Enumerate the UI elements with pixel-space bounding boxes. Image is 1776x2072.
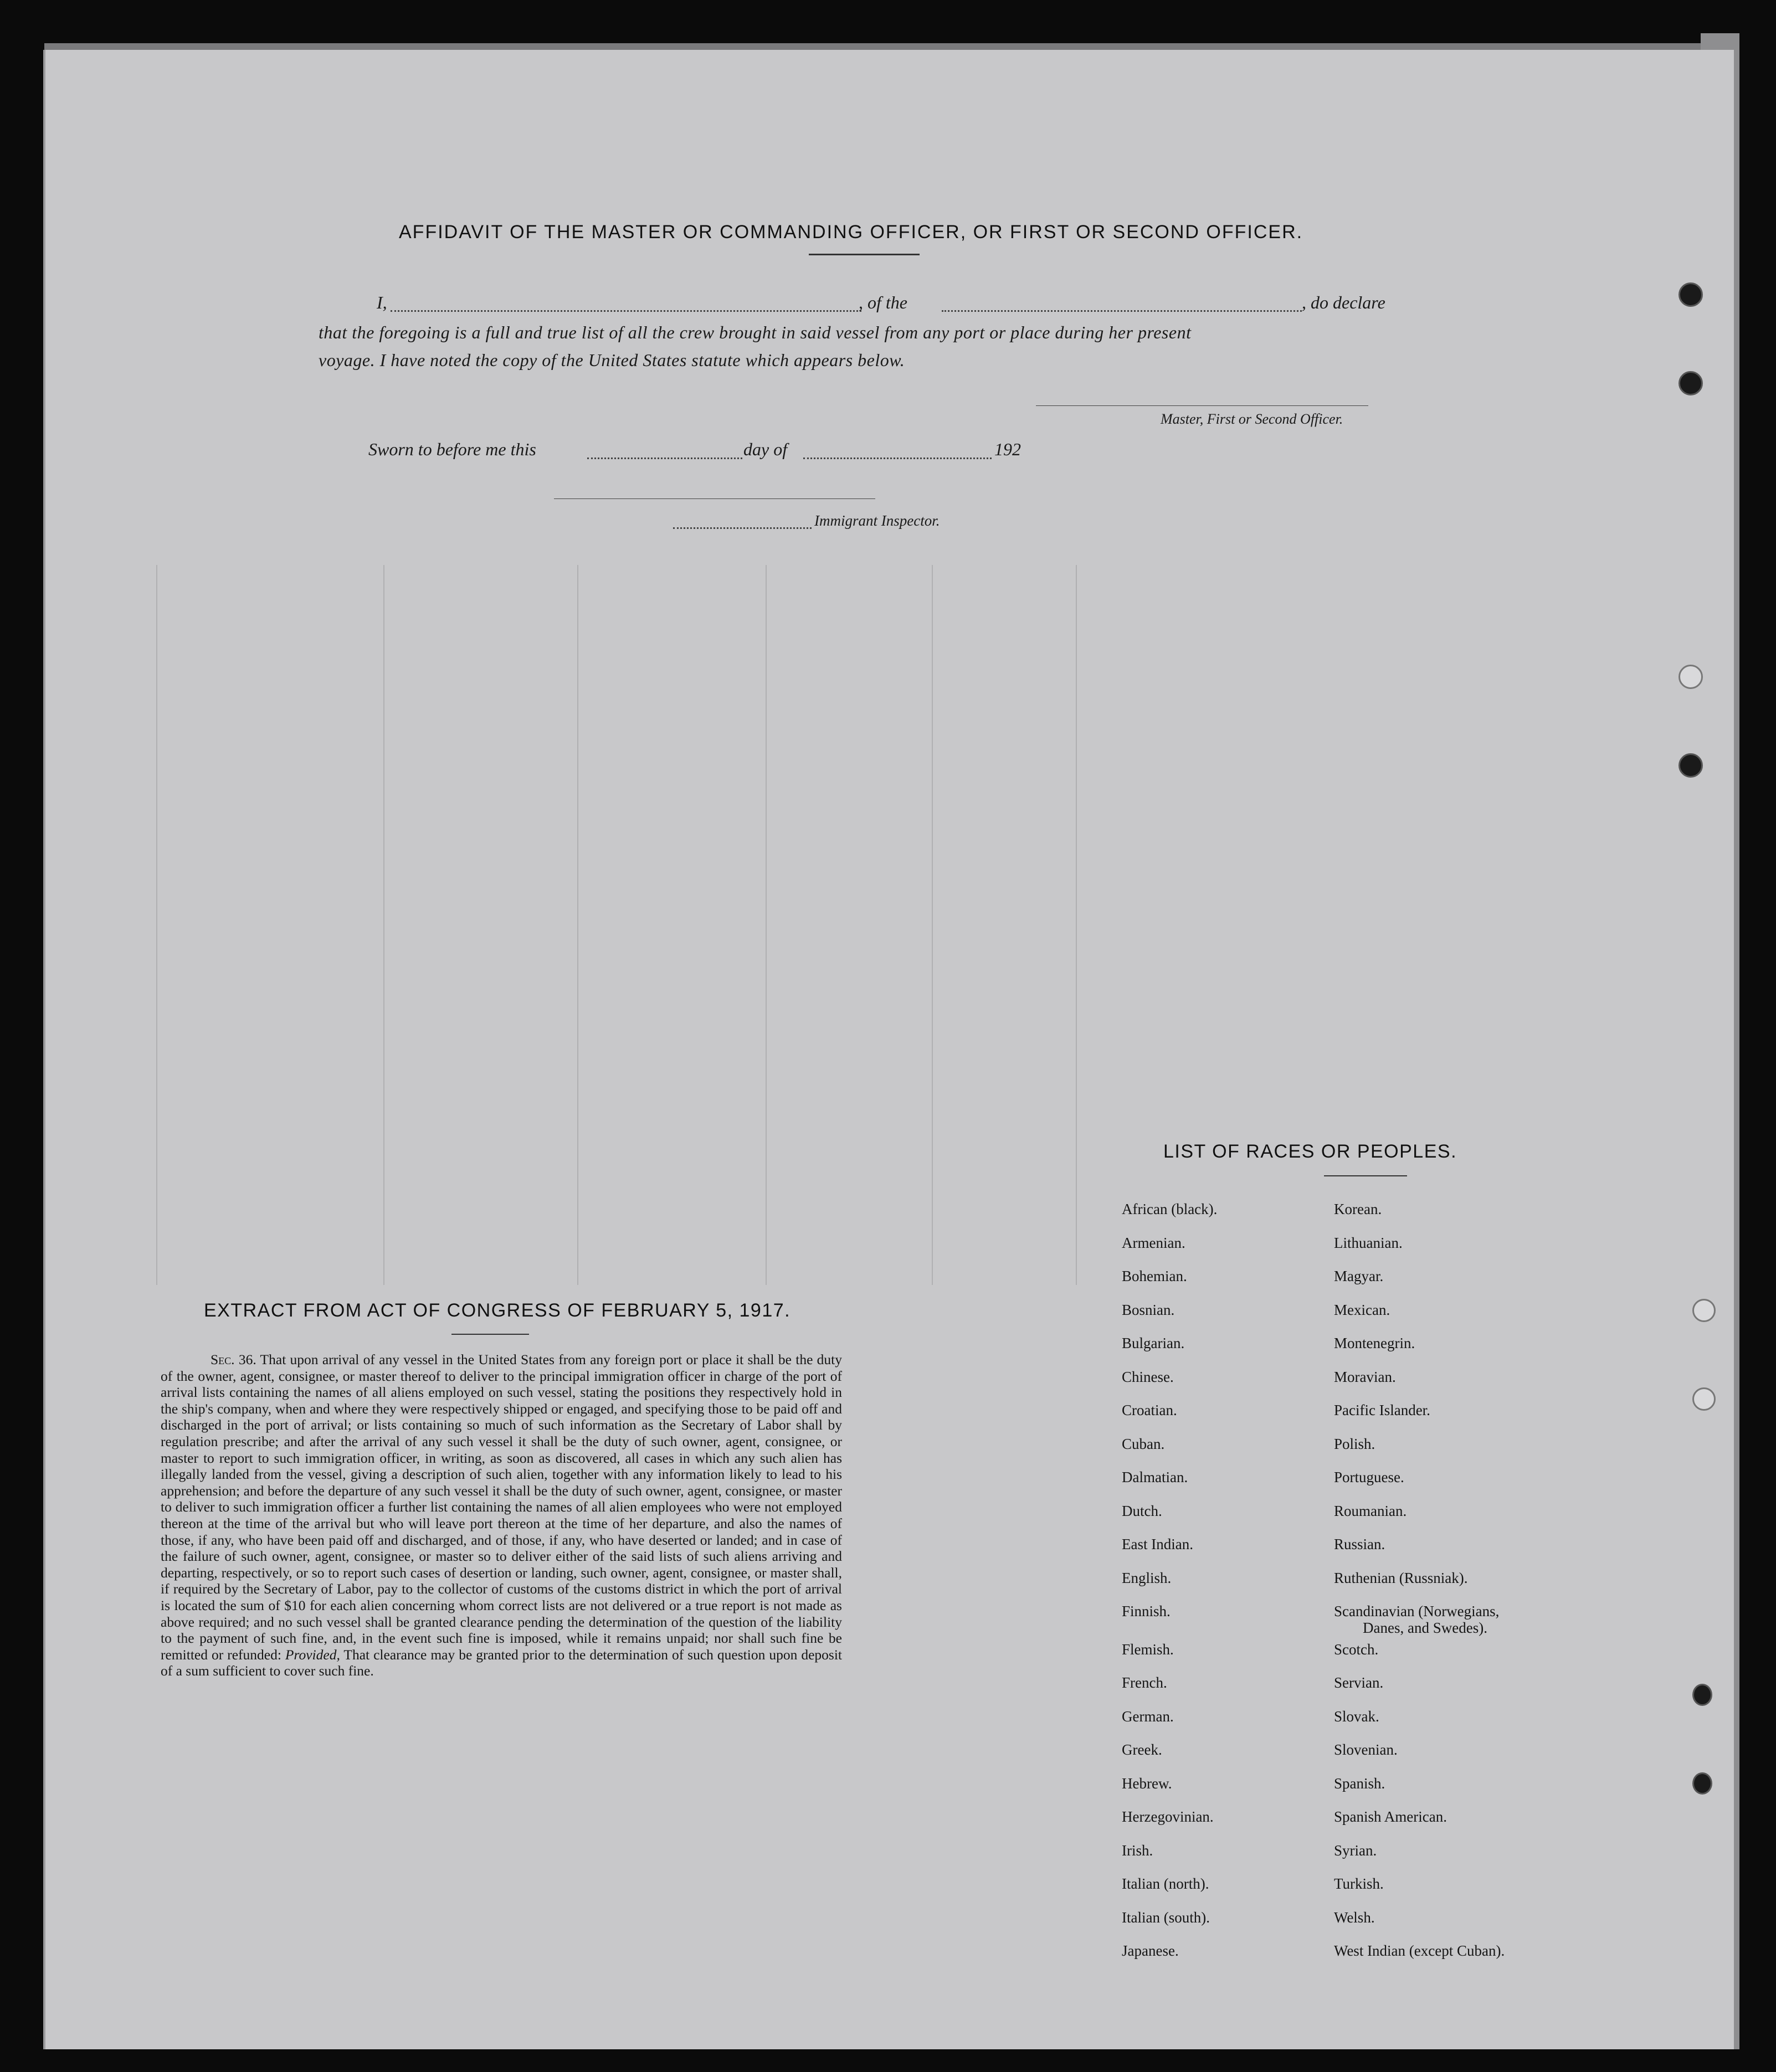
affidavit-line-3: voyage. I have noted the copy of the United States statute which appears below. xyxy=(319,350,905,370)
sworn-day-field[interactable] xyxy=(587,457,742,459)
race-item: African (black). xyxy=(1122,1201,1218,1217)
column-rule xyxy=(932,565,933,1285)
race-item: Finnish. xyxy=(1122,1603,1171,1619)
statute-provided: Provided, xyxy=(285,1646,340,1663)
binder-hole xyxy=(1692,1684,1712,1706)
race-item: Herzegovinian. xyxy=(1122,1808,1214,1825)
race-item: Portuguese. xyxy=(1334,1469,1404,1485)
race-item: Irish. xyxy=(1122,1842,1153,1859)
binder-hole xyxy=(1679,753,1703,778)
race-item: Servian. xyxy=(1334,1674,1384,1691)
affidavit-line-2: that the foregoing is a full and true list of all the crew brought in said vessel from any port or place during her present xyxy=(319,322,1192,342)
binder-hole xyxy=(1679,282,1703,307)
race-item: Korean. xyxy=(1334,1201,1382,1217)
statute-section: Sec. 36. xyxy=(211,1351,256,1367)
race-item: Dalmatian. xyxy=(1122,1469,1188,1485)
race-item: Mexican. xyxy=(1334,1301,1390,1318)
extract-title-rule xyxy=(451,1334,529,1335)
race-item: Bohemian. xyxy=(1122,1268,1187,1284)
binder-hole xyxy=(1679,665,1703,689)
affidavit-title-rule xyxy=(809,254,920,255)
inspector-caption: Immigrant Inspector. xyxy=(814,512,940,529)
race-item: Italian (north). xyxy=(1122,1875,1209,1892)
race-item: Cuban. xyxy=(1122,1435,1165,1452)
race-item: East Indian. xyxy=(1122,1536,1193,1552)
race-item: Polish. xyxy=(1334,1435,1375,1452)
affidavit-i: I, xyxy=(377,292,387,312)
race-item: West Indian (except Cuban). xyxy=(1334,1942,1505,1959)
statute-text xyxy=(161,1351,842,1679)
statute-provided-rest: That clearance may be granted prior to the determination of such question upon deposit of a sum sufficient to cover such fine. xyxy=(161,1646,842,1679)
race-item: Spanish American. xyxy=(1334,1808,1447,1825)
vessel-name-field[interactable] xyxy=(942,310,1302,312)
sworn-day-of: day of xyxy=(743,439,788,459)
race-item: Armenian. xyxy=(1122,1234,1185,1251)
race-item: Russian. xyxy=(1334,1536,1385,1552)
sworn-year: 192 xyxy=(994,439,1021,459)
race-item: Bosnian. xyxy=(1122,1301,1175,1318)
sworn-month-field[interactable] xyxy=(803,457,992,459)
race-item: Welsh. xyxy=(1334,1909,1375,1926)
affidavit-of-the: , of the xyxy=(859,292,907,312)
race-item: Bulgarian. xyxy=(1122,1335,1185,1351)
race-item: French. xyxy=(1122,1674,1167,1691)
column-rule xyxy=(383,565,384,1285)
race-item: Italian (south). xyxy=(1122,1909,1210,1926)
sworn-prefix: Sworn to before me this xyxy=(368,439,536,459)
column-rule xyxy=(1076,565,1077,1285)
race-item: Scandinavian (Norwegians, xyxy=(1334,1603,1500,1619)
race-item: Lithuanian. xyxy=(1334,1234,1403,1251)
race-item: Slovak. xyxy=(1334,1708,1379,1725)
affidavit-title: AFFIDAVIT OF THE MASTER OR COMMANDING OFFICER, OR FIRST OR SECOND OFFICER. xyxy=(399,222,1303,243)
race-item: Scotch. xyxy=(1334,1641,1379,1658)
inspector-signature-field[interactable] xyxy=(554,498,875,499)
race-item: Syrian. xyxy=(1334,1842,1377,1859)
race-item: Dutch. xyxy=(1122,1502,1162,1519)
race-item: Flemish. xyxy=(1122,1641,1174,1658)
binder-hole xyxy=(1692,1387,1716,1411)
inspector-station-field[interactable] xyxy=(673,527,812,529)
race-item: Hebrew. xyxy=(1122,1775,1172,1792)
column-rule xyxy=(156,565,157,1285)
race-item: Moravian. xyxy=(1334,1368,1396,1385)
statute-body: That upon arrival of any vessel in the United States from any foreign port or place it shall be the duty of the owner, agent, consignee, or master thereof to deliver to the principal immigration officer in charge of the port of arrival lists containing the names of all aliens employed on such vessel, stating the positions they respectively hold in the ship's company, when and where they were respectively shipped or engaged, and specifying those to be paid off and discharged in the port of arrival; or lists containing so much of such information as the Secretary of Labor shall by regulation prescribe; and after the arrival of any such vessel it shall be the duty of such owner, agent, consignee, or master to report to such immigration officer, in writing, as soon as discovered, all cases in which any such alien has illegally landed from the vessel, giving a description of such alien, together with any information likely to lead to his apprehension; and before the departure of any such vessel it shall be the duty of such owner, agent, consignee, or master to deliver to such immigration officer a further list containing the names of all alien employees who were not employed thereon at the time of the arrival but who will leave port thereon at the time of her departure, and also the names of those, if any, who have been paid off and discharged, and of those, if any, who have deserted or landed; and in case of the failure of such owner, agent, consignee, or master so to deliver either of the said lists of such aliens arriving and departing, respectively, or so to report such cases of desertion or landing, such owner, agent, consignee, or master shall, if required by the Secretary of Labor, pay to the collector of customs of the customs district in which the port of arrival is located the sum of $10 for each alien concerning whom correct lists are not delivered or a true report is not made as above required; and no such vessel shall be granted clearance pending the determination of the question of the liability to the payment of such fine, and, in the event such fine is imposed, while it remains unpaid; nor shall such fine be remitted or refunded: xyxy=(161,1351,843,1663)
master-name-field[interactable] xyxy=(391,310,861,312)
master-signature-caption: Master, First or Second Officer. xyxy=(1161,411,1343,427)
race-item: Montenegrin. xyxy=(1334,1335,1415,1351)
binder-hole xyxy=(1692,1772,1712,1795)
race-item: Spanish. xyxy=(1334,1775,1385,1792)
binder-hole xyxy=(1692,1299,1716,1322)
race-item: Roumanian. xyxy=(1334,1502,1407,1519)
race-item: Japanese. xyxy=(1122,1942,1179,1959)
race-item: Croatian. xyxy=(1122,1402,1177,1418)
race-item: German. xyxy=(1122,1708,1174,1725)
race-item: Pacific Islander. xyxy=(1334,1402,1430,1418)
master-signature-field[interactable] xyxy=(1036,405,1368,406)
binder-hole xyxy=(1679,371,1703,395)
races-title: LIST OF RACES OR PEOPLES. xyxy=(1163,1141,1457,1162)
race-item: Danes, and Swedes). xyxy=(1363,1619,1487,1636)
affidavit-declare: , do declare xyxy=(1302,292,1385,312)
race-item: Ruthenian (Russniak). xyxy=(1334,1569,1468,1586)
extract-title: EXTRACT FROM ACT OF CONGRESS OF FEBRUARY 5, 1917. xyxy=(204,1300,791,1321)
race-item: Slovenian. xyxy=(1334,1741,1398,1758)
races-title-rule xyxy=(1324,1175,1407,1176)
race-item: Chinese. xyxy=(1122,1368,1174,1385)
race-item: Greek. xyxy=(1122,1741,1162,1758)
race-item: English. xyxy=(1122,1569,1172,1586)
column-rule xyxy=(577,565,578,1285)
race-item: Magyar. xyxy=(1334,1268,1384,1284)
column-rule xyxy=(766,565,767,1285)
race-item: Turkish. xyxy=(1334,1875,1384,1892)
